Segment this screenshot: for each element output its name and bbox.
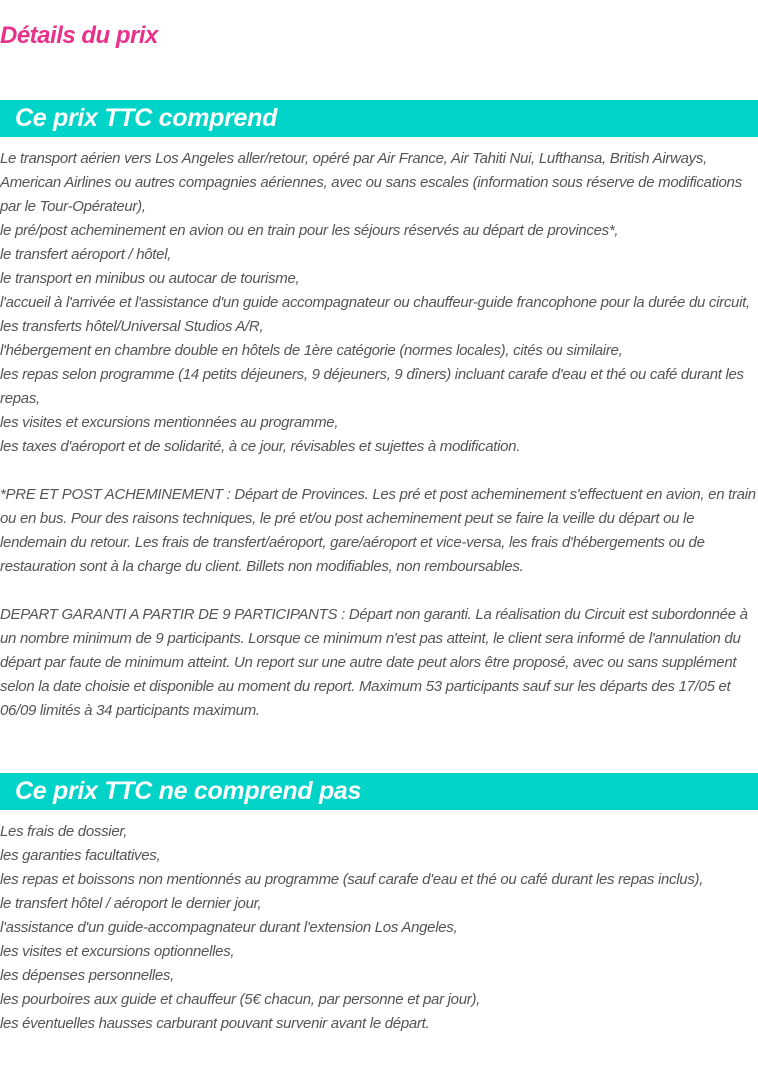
excluded-item: le transfert hôtel / aéroport le dernier jour, <box>0 895 262 912</box>
spacer <box>0 459 758 483</box>
included-item: le transfert aéroport / hôtel, <box>0 246 172 263</box>
excluded-item: les visites et excursions optionnelles, <box>0 943 235 960</box>
pre-post-transport-note: *PRE ET POST ACHEMINEMENT : Départ de Provinces. Les pré et post acheminement s'effectuent en avion, en train ou en bus. Pour des raisons techniques, le pré et/ou post acheminement peut se faire la veille du départ ou le lendemain du retour. Les frais de transfert/aéroport, gare/aéroport et vice-versa, les frais d'hébergements ou de restauration sont à la charge du client. Billets non modifiables, non remboursables. <box>0 486 756 575</box>
spacer <box>0 579 758 603</box>
excluded-list <box>0 810 758 1036</box>
guaranteed-departure-note: DEPART GARANTI A PARTIR DE 9 PARTICIPANTS : Départ non garanti. La réalisation du Circuit est subordonnée à un nombre minimum de 9 participants. Lorsque ce minimum n'est pas atteint, le client sera informé de l'annulation du départ par faute de minimum atteint. Un report sur une autre date peut alors être proposé, avec ou sans supplément selon la date choisie et disponible au moment du report. Maximum 53 participants sauf sur les départs des 17/05 et 06/09 limités à 34 participants maximum. <box>0 606 748 719</box>
excluded-item: les éventuelles hausses carburant pouvant survenir avant le départ. <box>0 1015 430 1032</box>
included-item: les repas selon programme (14 petits déjeuners, 9 déjeuners, 9 dîners) incluant carafe d'eau et thé ou café durant les repas, <box>0 366 744 407</box>
included-list <box>0 137 758 723</box>
excluded-item: les repas et boissons non mentionnés au programme (sauf carafe d'eau et thé ou café durant les repas inclus), <box>0 871 704 888</box>
excluded-item: les garanties facultatives, <box>0 847 161 864</box>
included-item: le pré/post acheminement en avion ou en train pour les séjours réservés au départ de provinces*, <box>0 222 619 239</box>
included-item: l'hébergement en chambre double en hôtels de 1ère catégorie (normes locales), cités ou similaire, <box>0 342 623 359</box>
excluded-item: les dépenses personnelles, <box>0 967 174 984</box>
excluded-item: les pourboires aux guide et chauffeur (5€ chacun, par personne et par jour), <box>0 991 481 1008</box>
included-item: les taxes d'aéroport et de solidarité, à ce jour, révisables et sujettes à modification. <box>0 438 521 455</box>
included-item: les transferts hôtel/Universal Studios A/R, <box>0 318 264 335</box>
excluded-item: Les frais de dossier, <box>0 823 128 840</box>
excluded-item: l'assistance d'un guide-accompagnateur durant l'extension Los Angeles, <box>0 919 458 936</box>
page-title: Détails du prix <box>0 22 158 49</box>
included-item: le transport en minibus ou autocar de tourisme, <box>0 270 300 287</box>
included-section-header: Ce prix TTC comprend <box>0 100 758 137</box>
excluded-section-header: Ce prix TTC ne comprend pas <box>0 773 758 810</box>
included-item: Le transport aérien vers Los Angeles aller/retour, opéré par Air France, Air Tahiti Nui, Lufthansa, British Airways, American Airlines ou autres compagnies aériennes, avec ou sans escales (information sous réserve de modifications par le Tour-Opérateur), <box>0 150 742 215</box>
included-item: l'accueil à l'arrivée et l'assistance d'un guide accompagnateur ou chauffeur-guide francophone pour la durée du circuit, <box>0 294 750 311</box>
included-item: les visites et excursions mentionnées au programme, <box>0 414 339 431</box>
